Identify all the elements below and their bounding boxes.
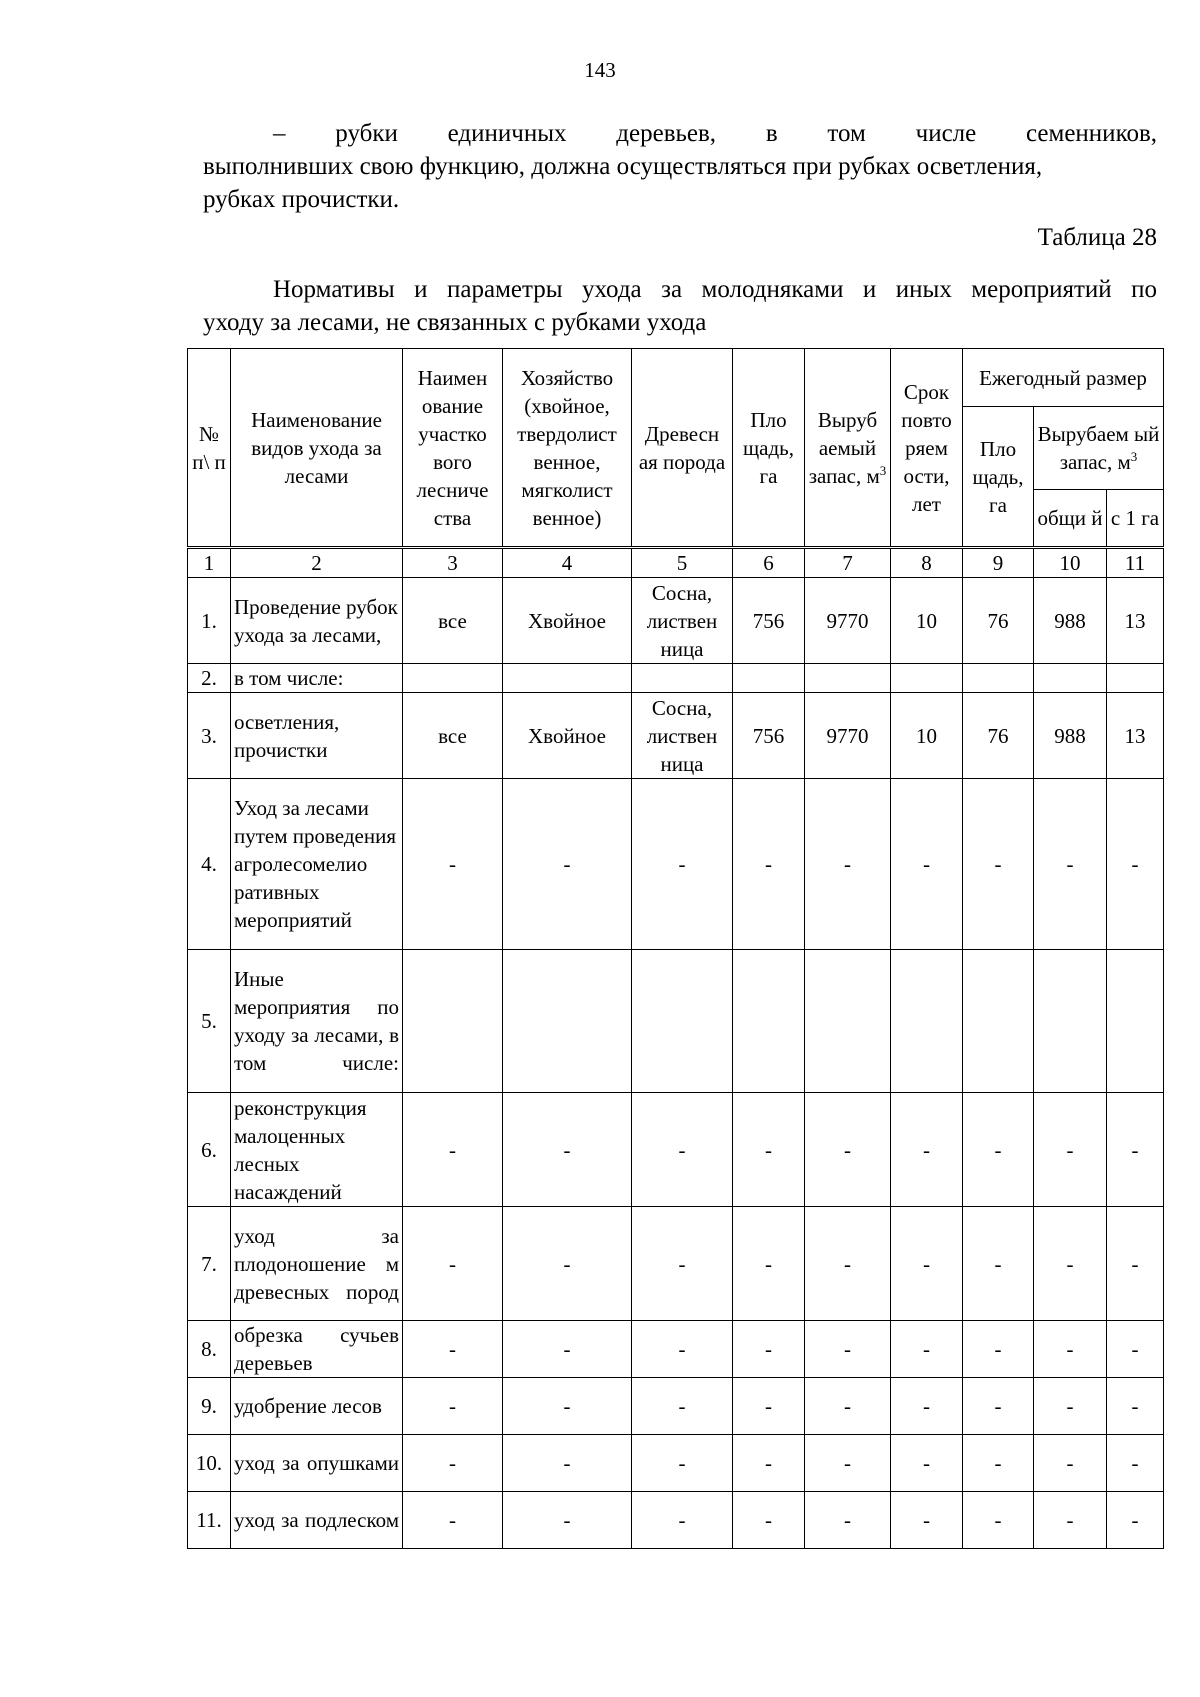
- cell-name: Иные мероприятия по уходу за лесами, в том числе:: [231, 950, 403, 1093]
- header-forestry: Наимен ование участко вого лесниче ства: [403, 349, 503, 548]
- cell-species: -: [632, 1207, 733, 1321]
- cell-per-ha: -: [1107, 779, 1164, 950]
- cell-per-ha: -: [1107, 1207, 1164, 1321]
- cell-species: -: [632, 1435, 733, 1492]
- cell-total: -: [1034, 1492, 1107, 1549]
- table-row: [188, 1093, 1164, 1207]
- cell-name: уход за плодоношение м древесных пород: [231, 1207, 403, 1321]
- cell-per-ha: -: [1107, 1492, 1164, 1549]
- cell-period: [891, 950, 963, 1093]
- forest-care-table: [187, 348, 1164, 1549]
- cell-forestry: -: [403, 1492, 503, 1549]
- cell-economy: -: [503, 1207, 632, 1321]
- column-number: 3: [403, 548, 503, 578]
- cell-num: 8.: [188, 1321, 231, 1378]
- header-economy: Хозяйство (хвойное, твердолист венное, мягколист венное): [503, 349, 632, 548]
- cell-period: -: [891, 1321, 963, 1378]
- header-felled-text: Выруб аемый запас, м: [808, 407, 880, 488]
- cell-annual-area: 76: [963, 693, 1034, 779]
- cell-num: 1.: [188, 578, 231, 664]
- cell-species: -: [632, 779, 733, 950]
- table-title-line: уходу за лесами, не связанных с рубками ухода: [203, 309, 707, 336]
- cell-economy: -: [503, 1321, 632, 1378]
- cell-area: -: [733, 1492, 805, 1549]
- table-row: [188, 1435, 1164, 1492]
- cell-per-ha: -: [1107, 1093, 1164, 1207]
- cell-per-ha: [1107, 950, 1164, 1093]
- header-name: Наименование видов ухода за лесами: [231, 349, 403, 548]
- cell-felled: -: [805, 779, 891, 950]
- cell-name: реконструкция малоценных лесных насаждений: [231, 1093, 403, 1207]
- cell-name: в том числе:: [231, 664, 403, 693]
- cell-period: -: [891, 1378, 963, 1435]
- cell-area: -: [733, 1378, 805, 1435]
- cell-per-ha: -: [1107, 1435, 1164, 1492]
- cell-forestry: [403, 664, 503, 693]
- cell-annual-area: -: [963, 1093, 1034, 1207]
- cell-area: -: [733, 1435, 805, 1492]
- cell-annual-area: -: [963, 1492, 1034, 1549]
- cell-economy: Хвойное: [503, 693, 632, 779]
- column-number: 8: [891, 548, 963, 578]
- cell-economy: Хвойное: [503, 578, 632, 664]
- cell-area: [733, 950, 805, 1093]
- cell-forestry: -: [403, 1435, 503, 1492]
- cell-period: -: [891, 779, 963, 950]
- cell-felled: [805, 950, 891, 1093]
- table-row: [188, 1492, 1164, 1549]
- cell-felled: -: [805, 1093, 891, 1207]
- header-total: общи й: [1034, 490, 1107, 548]
- column-number: 9: [963, 548, 1034, 578]
- cell-total: [1034, 950, 1107, 1093]
- cell-annual-area: -: [963, 1378, 1034, 1435]
- cell-species: -: [632, 1378, 733, 1435]
- table-title: [203, 273, 1157, 339]
- intro-line: – рубки единичных деревьев, в том числе семенников,: [273, 120, 1157, 147]
- cell-felled: -: [805, 1378, 891, 1435]
- cell-felled: [805, 664, 891, 693]
- cell-economy: -: [503, 779, 632, 950]
- cell-area: -: [733, 1321, 805, 1378]
- header-annual-stock-sup: 3: [1130, 449, 1138, 464]
- cell-per-ha: -: [1107, 1378, 1164, 1435]
- column-number: 6: [733, 548, 805, 578]
- cell-annual-area: [963, 950, 1034, 1093]
- cell-total: -: [1034, 1207, 1107, 1321]
- cell-species: [632, 950, 733, 1093]
- cell-felled: 9770: [805, 693, 891, 779]
- cell-period: -: [891, 1492, 963, 1549]
- page-number: 143: [584, 58, 616, 82]
- cell-area: 756: [733, 693, 805, 779]
- cell-economy: -: [503, 1093, 632, 1207]
- cell-felled: -: [805, 1492, 891, 1549]
- cell-area: -: [733, 779, 805, 950]
- cell-species: Сосна, листвен ница: [632, 578, 733, 664]
- intro-line: рубках прочистки.: [203, 186, 400, 213]
- cell-species: -: [632, 1321, 733, 1378]
- table-row: [188, 578, 1164, 664]
- cell-annual-area: -: [963, 1435, 1034, 1492]
- cell-total: -: [1034, 1321, 1107, 1378]
- cell-forestry: -: [403, 1321, 503, 1378]
- cell-num: 11.: [188, 1492, 231, 1549]
- cell-num: 4.: [188, 779, 231, 950]
- cell-forestry: [403, 950, 503, 1093]
- cell-area: 756: [733, 578, 805, 664]
- cell-period: -: [891, 1435, 963, 1492]
- cell-num: 6.: [188, 1093, 231, 1207]
- header-per-ha: с 1 га: [1107, 490, 1164, 548]
- column-number: 11: [1107, 548, 1164, 578]
- column-number: 4: [503, 548, 632, 578]
- cell-period: -: [891, 1093, 963, 1207]
- cell-total: -: [1034, 1378, 1107, 1435]
- table-row: [188, 1378, 1164, 1435]
- cell-period: 10: [891, 693, 963, 779]
- header-annual-stock: [1034, 407, 1164, 490]
- header-period: Срок повто ряем ости, лет: [891, 349, 963, 548]
- cell-economy: -: [503, 1492, 632, 1549]
- column-number: 1: [188, 548, 231, 578]
- cell-num: 10.: [188, 1435, 231, 1492]
- column-number: 10: [1034, 548, 1107, 578]
- cell-period: [891, 664, 963, 693]
- column-number: 2: [231, 548, 403, 578]
- cell-felled: 9770: [805, 578, 891, 664]
- cell-total: -: [1034, 1435, 1107, 1492]
- cell-num: 9.: [188, 1378, 231, 1435]
- cell-num: 7.: [188, 1207, 231, 1321]
- table-title-line: Нормативы и параметры ухода за молодняками и иных мероприятий по: [273, 276, 1157, 303]
- cell-area: [733, 664, 805, 693]
- cell-felled: -: [805, 1207, 891, 1321]
- cell-species: -: [632, 1093, 733, 1207]
- cell-area: -: [733, 1093, 805, 1207]
- cell-total: [1034, 664, 1107, 693]
- cell-economy: [503, 664, 632, 693]
- table-row: [188, 693, 1164, 779]
- cell-forestry: -: [403, 1093, 503, 1207]
- cell-annual-area: -: [963, 1207, 1034, 1321]
- cell-species: [632, 664, 733, 693]
- cell-forestry: все: [403, 693, 503, 779]
- table-row: [188, 779, 1164, 950]
- header-species: Древесн ая порода: [632, 349, 733, 548]
- cell-per-ha: 13: [1107, 578, 1164, 664]
- cell-felled: -: [805, 1321, 891, 1378]
- cell-period: -: [891, 1207, 963, 1321]
- cell-species: -: [632, 1492, 733, 1549]
- cell-annual-area: [963, 664, 1034, 693]
- cell-forestry: -: [403, 1207, 503, 1321]
- cell-total: 988: [1034, 693, 1107, 779]
- cell-name: удобрение лесов: [231, 1378, 403, 1435]
- cell-total: -: [1034, 779, 1107, 950]
- header-num: № п\ п: [188, 349, 231, 548]
- cell-economy: -: [503, 1378, 632, 1435]
- table-row: [188, 1207, 1164, 1321]
- cell-name: уход за опушками: [231, 1435, 403, 1492]
- cell-name: осветления, прочистки: [231, 693, 403, 779]
- cell-name: уход за подлеском: [231, 1492, 403, 1549]
- table-row: [188, 950, 1164, 1093]
- cell-name: обрезка сучьев деревьев: [231, 1321, 403, 1378]
- cell-forestry: -: [403, 1378, 503, 1435]
- header-area: Пло щадь, га: [733, 349, 805, 548]
- cell-economy: [503, 950, 632, 1093]
- table-row: [188, 1321, 1164, 1378]
- header-felled: [805, 349, 891, 548]
- cell-species: Сосна, листвен ница: [632, 693, 733, 779]
- cell-total: 988: [1034, 578, 1107, 664]
- header-felled-sup: 3: [879, 462, 887, 478]
- cell-name: Проведение рубок ухода за лесами,: [231, 578, 403, 664]
- cell-period: 10: [891, 578, 963, 664]
- header-annual-stock-text: Вырубаем ый запас, м: [1037, 422, 1160, 474]
- cell-num: 5.: [188, 950, 231, 1093]
- cell-num: 2.: [188, 664, 231, 693]
- table-row: [188, 664, 1164, 693]
- cell-forestry: -: [403, 779, 503, 950]
- cell-per-ha: 13: [1107, 693, 1164, 779]
- cell-felled: -: [805, 1435, 891, 1492]
- header-annual: Ежегодный размер: [963, 349, 1164, 407]
- intro-paragraph: [203, 117, 1157, 216]
- table-label: Таблица 28: [1037, 224, 1157, 251]
- cell-num: 3.: [188, 693, 231, 779]
- column-number: 7: [805, 548, 891, 578]
- cell-name: Уход за лесами путем проведения агролесомелио ративных мероприятий: [231, 779, 403, 950]
- cell-per-ha: -: [1107, 1321, 1164, 1378]
- cell-forestry: все: [403, 578, 503, 664]
- cell-annual-area: 76: [963, 578, 1034, 664]
- cell-economy: -: [503, 1435, 632, 1492]
- column-number: 5: [632, 548, 733, 578]
- intro-line: выполнивших свою функцию, должна осуществляться при рубках осветления,: [203, 153, 1043, 180]
- cell-area: -: [733, 1207, 805, 1321]
- cell-total: -: [1034, 1093, 1107, 1207]
- cell-annual-area: -: [963, 1321, 1034, 1378]
- cell-per-ha: [1107, 664, 1164, 693]
- cell-annual-area: -: [963, 779, 1034, 950]
- header-annual-area: Пло щадь, га: [963, 407, 1034, 548]
